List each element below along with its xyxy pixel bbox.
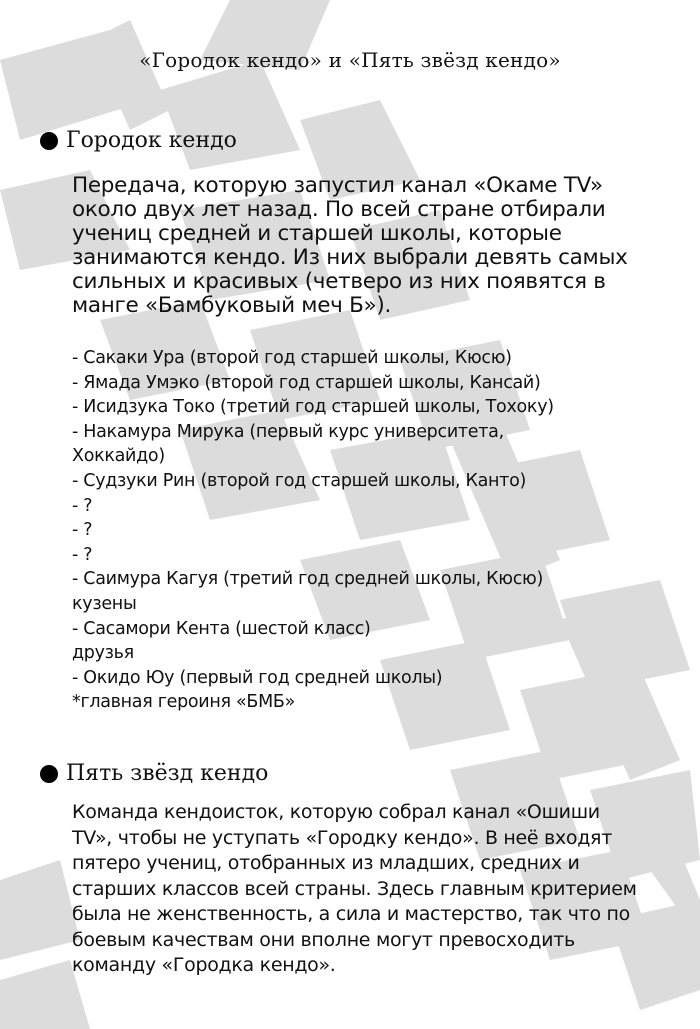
body-line: команду «Городка кендо». xyxy=(72,954,336,976)
body-line: Команда кендоисток, которую собрал канал «Ошиши xyxy=(72,801,600,823)
page-title: «Городок кендо» и «Пять звёзд кендо» xyxy=(139,48,561,72)
body-line: TV», чтобы не уступать «Городку кендо». В неё входят xyxy=(72,826,612,849)
intro-line: учениц средней и старшей школы, которые xyxy=(72,221,562,246)
list-item: - ? xyxy=(72,520,93,541)
member-list xyxy=(72,346,692,715)
list-item: - Ямада Умэко (второй год старшей школы, Кансай) xyxy=(72,372,541,393)
list-item: друзья xyxy=(72,643,134,664)
list-item: кузены xyxy=(72,593,137,614)
list-item: - Исидзука Токо (третий год старшей школы, Тохоку) xyxy=(72,397,554,418)
list-item: - Саимура Кагуя (третий год средней школы, Кюсю) xyxy=(72,569,543,590)
body-line: пятеро учениц, отобранных из младших, средних и xyxy=(72,852,580,874)
list-item: - ? xyxy=(72,544,93,565)
bullet-icon xyxy=(40,765,58,783)
kendo-town-intro xyxy=(72,174,682,318)
section-heading-kendo-town xyxy=(40,128,237,153)
bullet-icon xyxy=(40,132,58,150)
list-item: *главная героиня «БМБ» xyxy=(72,692,296,713)
list-item: - Сасамори Кента (шестой класс) xyxy=(72,618,371,639)
intro-line: манге «Бамбуковый меч Б»). xyxy=(72,293,391,318)
five-stars-description xyxy=(72,800,687,979)
list-item: - Накамура Мирука (первый курс университета, xyxy=(72,421,504,442)
list-item: Хоккайдо) xyxy=(72,446,165,467)
intro-line: около двух лет назад. По всей стране отбирали xyxy=(72,197,606,222)
list-item: - Судзуки Рин (второй год старшей школы, Канто) xyxy=(72,470,527,491)
section-heading-five-stars xyxy=(40,761,268,786)
list-item: - ? xyxy=(72,495,93,516)
intro-line: сильных и красивых (четверо из них появятся в xyxy=(72,269,606,294)
list-item: - Окидо Юу (первый год средней школы) xyxy=(72,667,443,688)
body-line: была не женственность, а сила и мастерство, так что по xyxy=(72,903,630,925)
section-heading-label: Пять звёзд кендо xyxy=(66,761,269,786)
section-heading-label: Городок кендо xyxy=(66,128,237,153)
intro-line: Передача, которую запустил канал «Окаме TV» xyxy=(72,173,603,198)
list-item: - Сакаки Ура (второй год старшей школы, Кюсю) xyxy=(72,348,512,368)
body-line: старших классов всей страны. Здесь главным критерием xyxy=(72,877,637,900)
intro-line: занимаются кендо. Из них выбрали девять самых xyxy=(72,245,628,270)
body-line: боевым качествам они вполне могут превосходить xyxy=(72,928,575,951)
